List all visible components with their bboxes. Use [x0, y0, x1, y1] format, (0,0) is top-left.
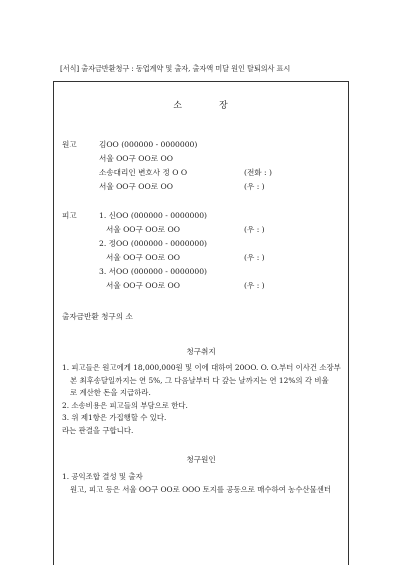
claim-body	[62, 362, 342, 437]
form-header: [서식] 출자금반환청구 : 동업계약 및 출자, 출자액 미달 원인 탈퇴의사 표시	[60, 64, 291, 73]
title-left: 소	[173, 101, 183, 111]
claim-item-1-line-1: 1. 피고들은 원고에게 18,000,000원 및 이에 대하여 20OO. O. O.부터 이사건 소장부	[62, 363, 341, 372]
claim-closing: 라는 판결을 구합니다.	[62, 425, 134, 435]
defendant-3-zip: (우 : )	[244, 281, 265, 290]
defendant-1-name: 1. 신OO (000000 - 0000000)	[99, 211, 207, 220]
defendant-3-address: 서울 OO구 OO로 OO	[106, 281, 180, 290]
title-right: 장	[219, 101, 229, 111]
cause-body	[62, 471, 342, 496]
plaintiff-address: 서울 OO구 OO로 OO	[99, 154, 173, 163]
claim-item-1-line-3: 로 계산한 돈을 지급하라.	[70, 388, 151, 397]
claim-item-2: 2. 소송비용은 피고들의 부담으로 한다.	[62, 400, 188, 410]
plaintiff-agent-tel: (전화 : )	[244, 168, 272, 177]
plaintiff-agent-zip: (우 : )	[244, 182, 265, 191]
cause-heading: 청구원인	[186, 455, 216, 464]
defendant-1-zip: (우 : )	[244, 225, 265, 234]
defendant-2-zip: (우 : )	[244, 253, 265, 262]
claim-item-3: 3. 위 제1항은 가집행할 수 있다.	[62, 413, 167, 422]
defendant-1-address: 서울 OO구 OO로 OO	[106, 225, 180, 234]
plaintiff-label: 원고	[62, 140, 77, 149]
cause-item-1-title: 1. 공익조합 결성 및 출자	[62, 472, 143, 481]
claim-heading: 청구취지	[186, 347, 216, 356]
plaintiff-agent-address: 서울 OO구 OO로 OO	[99, 182, 173, 191]
defendant-2-name: 2. 정OO (000000 - 0000000)	[99, 239, 207, 248]
defendant-3-name: 3. 서OO (000000 - 0000000)	[99, 267, 207, 276]
case-name: 출자금반환 청구의 소	[62, 312, 133, 321]
defendant-label: 피고	[62, 211, 77, 220]
cause-item-1-line-1: 원고, 피고 등은 서울 OO구 OO로 OOO 토지를 공동으로 매수하여 농수산물센터	[70, 484, 332, 494]
document-title	[54, 98, 348, 111]
plaintiff-name: 김OO (000000 - 0000000)	[99, 140, 198, 149]
plaintiff-agent: 소송대리인 변호사 정 O O	[99, 168, 188, 177]
claim-item-1-line-2: 본 최후송달일까지는 연 5%, 그 다음날부터 다 갚는 날까지는 연 12%의 각 비율	[70, 375, 329, 385]
complaint-frame	[53, 81, 349, 565]
defendant-2-address: 서울 OO구 OO로 OO	[106, 253, 180, 262]
